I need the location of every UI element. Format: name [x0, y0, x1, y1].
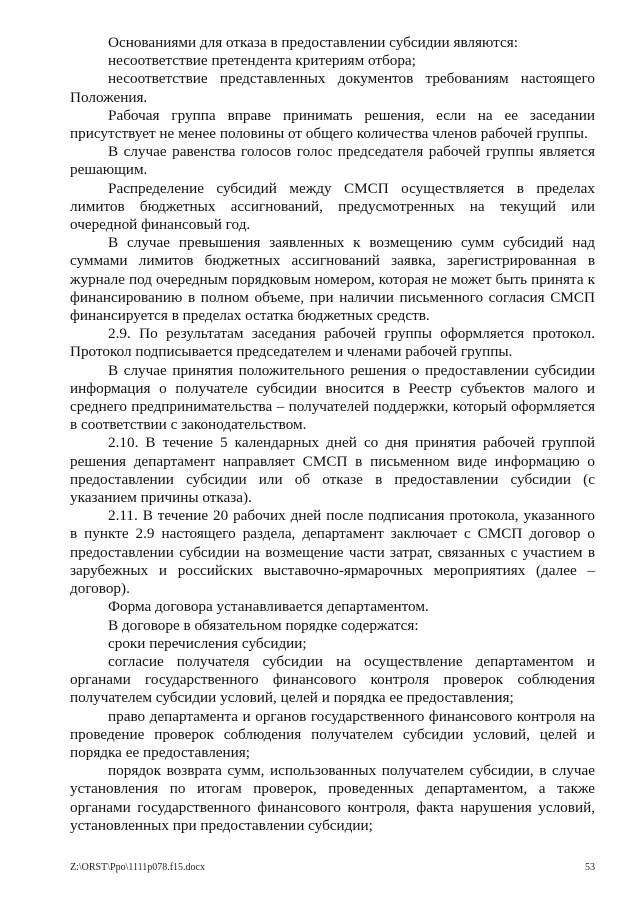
paragraph: несоответствие претендента критериям отбора; — [108, 52, 416, 70]
paragraph: сроки перечисления субсидии; — [108, 634, 307, 652]
paragraph: право департамента и органов государственного финансового контроля на проведение проверок соблюдения получателем субсидии условий, целей и порядка ее предоставления; — [70, 707, 595, 761]
paragraph: Рабочая группа вправе принимать решения, если на ее заседании присутствует не менее половины от общего количества членов рабочей группы. — [70, 106, 595, 143]
paragraph: В случае превышения заявленных к возмещению сумм субсидий над суммами лимитов бюджетных ассигнований заявка, зарегистрированная в журнале под очередным порядковым номером, которая не может быть принята к финансированию в полном объеме, при наличии письменного согласия СМСП финансируется в пределах остатка бюджетных средств. — [70, 234, 595, 325]
paragraph: 2.11. В течение 20 рабочих дней после подписания протокола, указанного в пункте 2.9 настоящего раздела, департамент заключает с СМСП договор о предоставлении субсидии на возмещение части затрат, связанных с участием в зарубежных и российских выставочно-ярмарочных мероприятиях (далее – договор). — [70, 507, 595, 598]
paragraph: 2.9. По результатам заседания рабочей группы оформляется протокол. Протокол подписывается председателем и членами рабочей группы. — [70, 325, 595, 361]
paragraph: Основаниями для отказа в предоставлении субсидии являются: — [108, 34, 518, 51]
file-path: Z:\ORST\Ppo\1111p078.f15.docx — [70, 862, 205, 873]
paragraph: В случае принятия положительного решения о предоставлении субсидии информация о получателе субсидии вносится в Реестр субъектов малого и среднего предпринимательства – получателей поддержки, который оформляется в соответствии с законодательством. — [70, 361, 595, 434]
paragraph: В случае равенства голосов голос председателя рабочей группы является решающим. — [70, 143, 595, 179]
paragraph: В договоре в обязательном порядке содержатся: — [108, 616, 419, 634]
paragraph: Распределение субсидий между СМСП осуществляется в пределах лимитов бюджетных ассигнований, предусмотренных на текущий или очередной финансовый год. — [70, 179, 595, 234]
paragraph: Форма договора устанавливается департаментом. — [108, 598, 429, 616]
page-number: 53 — [585, 862, 595, 873]
paragraph: несоответствие представленных документов требованиям настоящего Положения. — [70, 70, 595, 106]
document-body — [70, 34, 595, 835]
paragraph: 2.10. В течение 5 календарных дней со дня принятия рабочей группой решения департамент направляет СМСП в письменном виде информацию о предоставлении субсидии или об отказе в предоставлении субсидии (с указанием причины отказа). — [70, 434, 595, 507]
page-footer — [70, 862, 595, 878]
paragraph: порядок возврата сумм, использованных получателем субсидии, в случае установления по итогам проверок, проведенных департаментом, а также органами государственного финансового контроля, факта нарушения условий, установленных при предоставлении субсидии; — [70, 762, 595, 834]
paragraph: согласие получателя субсидии на осуществление департаментом и органами государственного финансового контроля проверок соблюдения получателем субсидии условий, целей и порядка ее предоставления; — [70, 652, 595, 707]
